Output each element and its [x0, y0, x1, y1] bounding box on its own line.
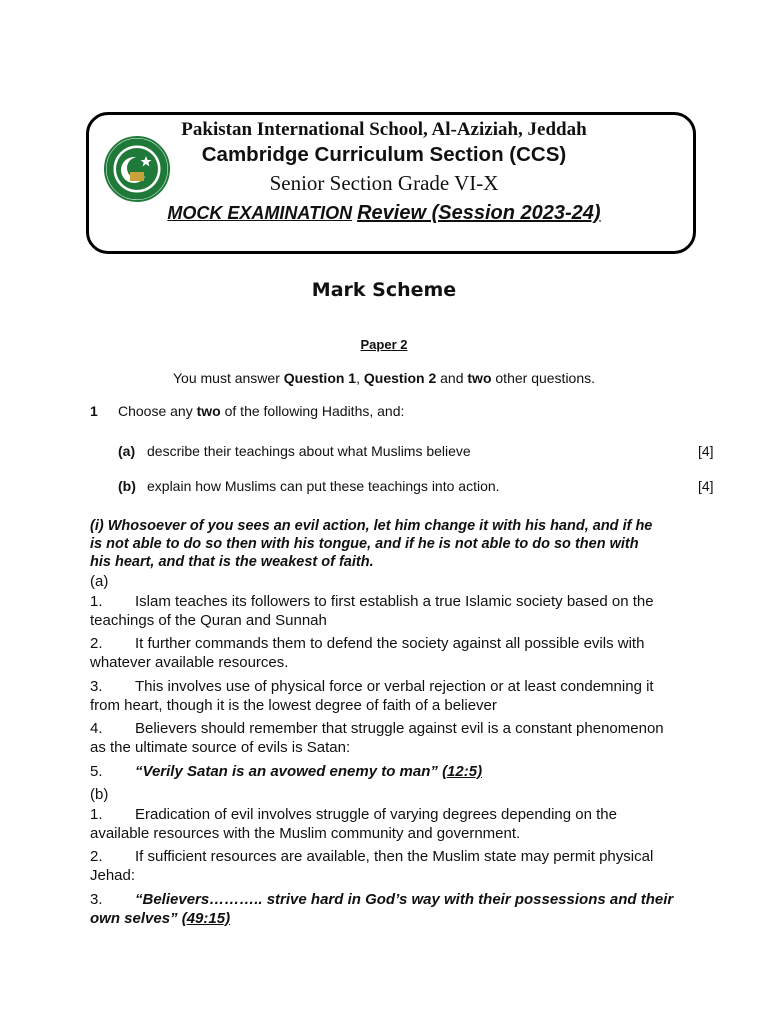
part-b-text: explain how Muslims can put these teachings into action. [147, 478, 500, 494]
question-stem-post: of the following Hadiths, and: [220, 403, 405, 419]
hadith-line: (i) Whosoever of you sees an evil action, let him change it with his hand, and if he [90, 518, 653, 534]
part-a-label: (a) [118, 443, 136, 459]
part-b-label: (b) [118, 478, 136, 494]
instruction-post: other questions. [491, 370, 596, 386]
instruction-pre: You must answer [172, 370, 284, 386]
point-text: If sufficient resources are available, then the Muslim state may permit physical [135, 848, 654, 865]
point-number: 1. [90, 593, 103, 610]
point-text: Believers should remember that struggle against evil is a constant phenomenon [135, 720, 664, 737]
question-number: 1 [90, 403, 98, 419]
answer-point [90, 719, 664, 738]
quote-reference: (12:5) [442, 763, 483, 780]
point-number: 2. [90, 848, 103, 865]
answer-point [90, 677, 654, 696]
instruction-and: and [436, 370, 468, 386]
instruction [0, 370, 768, 386]
instruction-q1: Question 1 [283, 370, 357, 386]
part-a-text: describe their teachings about what Muslims believe [147, 443, 471, 459]
question-stem-pre: Choose any [118, 403, 197, 419]
page-title: Mark Scheme [311, 279, 457, 301]
answer-quote [90, 762, 482, 781]
paper-label: Paper 2 [360, 337, 408, 352]
instruction-two: two [467, 370, 492, 386]
hadith-line: is not able to do so then with his tongue, and if he is not able to do so then with [90, 536, 639, 552]
instruction-comma: , [356, 370, 364, 386]
point-text: It further commands them to defend the society against all possible evils with [135, 635, 645, 652]
quote-text: “Believers……….. strive hard in God’s way with their possessions and their [135, 891, 674, 908]
hadith-line: his heart, and that is the weakest of faith. [90, 554, 374, 570]
exam-title-suffix: Review (Session 2023-24) [357, 202, 601, 224]
point-number: 3. [90, 891, 103, 908]
exam-title [0, 202, 768, 225]
answer-point-continued: as the ultimate source of evils is Satan: [90, 739, 351, 756]
quote-text: own selves” [90, 910, 178, 927]
point-text: This involves use of physical force or verbal rejection or at least condemning it [135, 678, 654, 695]
answer-point [90, 634, 644, 653]
answer-point-continued: Jehad: [90, 867, 136, 884]
part-a-marks: [4] [698, 443, 714, 459]
answer-point-continued: from heart, though it is the lowest degree of faith of a believer [90, 697, 497, 714]
point-text: Eradication of evil involves struggle of varying degrees depending on the [135, 806, 617, 823]
answer-point-continued: teachings of the Quran and Sunnah [90, 612, 327, 629]
section-name: Cambridge Curriculum Section (CCS) [201, 143, 567, 166]
answer-quote [90, 890, 673, 909]
part-b-marks: [4] [698, 478, 714, 494]
question-stem [118, 403, 404, 419]
answer-point-continued: available resources with the Muslim community and government. [90, 825, 521, 842]
exam-title-prefix: MOCK EXAMINATION [167, 203, 353, 223]
answer-point-continued: whatever available resources. [90, 654, 289, 671]
quote-text: “Verily Satan is an avowed enemy to man” [135, 763, 438, 780]
answer-point [90, 805, 617, 824]
point-number: 5. [90, 763, 103, 780]
question-stem-bold: two [196, 403, 221, 419]
answer-point [90, 847, 653, 866]
answer-b-label: (b) [90, 786, 109, 803]
point-number: 3. [90, 678, 103, 695]
answer-point [90, 592, 654, 611]
grade-line: Senior Section Grade VI-X [269, 171, 499, 195]
answer-a-label: (a) [90, 573, 109, 590]
quote-reference: (49:15) [181, 910, 231, 927]
point-text: Islam teaches its followers to first establish a true Islamic society based on the [135, 593, 654, 610]
point-number: 2. [90, 635, 103, 652]
school-name: Pakistan International School, Al-Aziziah, Jeddah [181, 119, 587, 140]
point-number: 4. [90, 720, 103, 737]
answer-quote-continued [90, 909, 230, 928]
point-number: 1. [90, 806, 103, 823]
instruction-q2: Question 2 [363, 370, 437, 386]
